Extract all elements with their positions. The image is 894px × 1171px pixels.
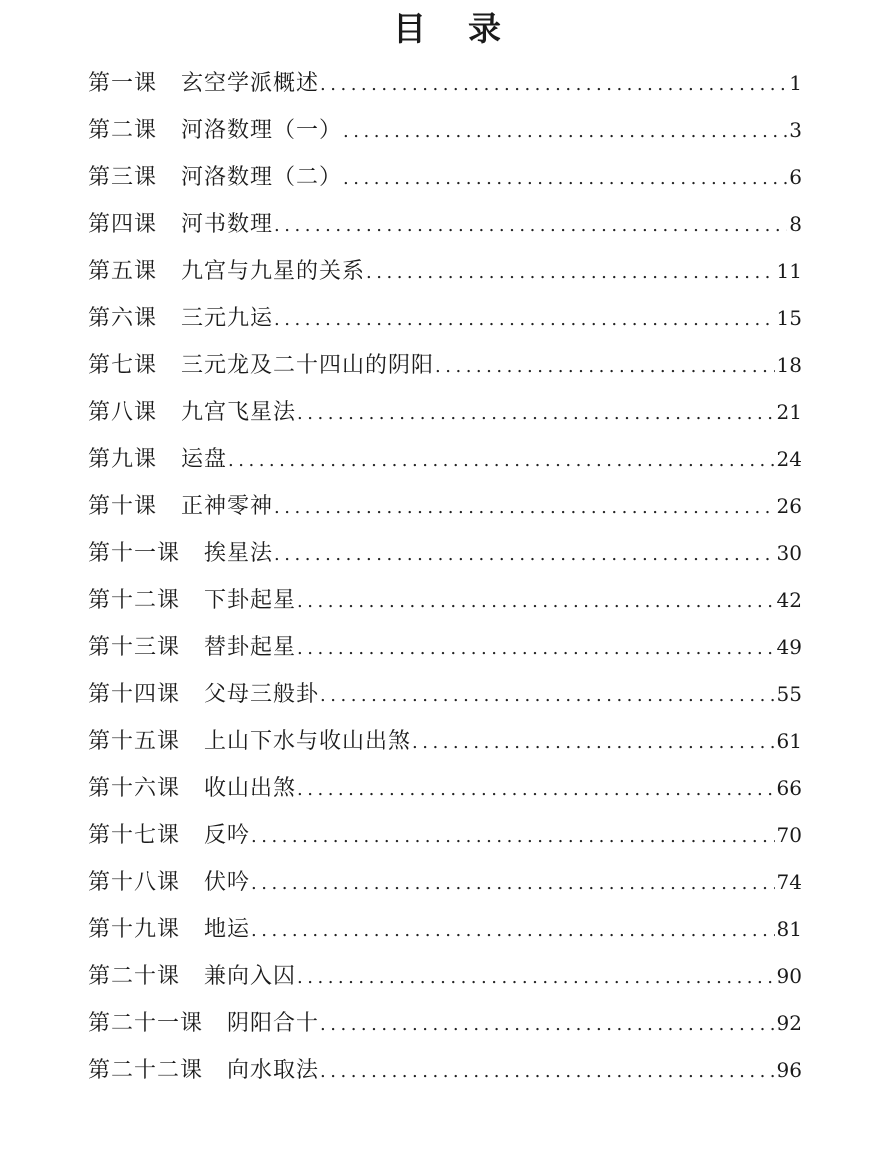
toc-entry[interactable]: [88, 906, 802, 953]
dot-leader: [228, 437, 775, 484]
dot-leader: [251, 860, 775, 907]
lesson-title: 伏吟: [204, 870, 251, 895]
lesson-title: 向水取法: [227, 1058, 320, 1083]
page-number: 61: [776, 729, 802, 753]
lesson-title: 上山下水与收山出煞: [204, 729, 412, 754]
dot-leader: [274, 531, 775, 578]
lesson-number: 第一课: [88, 71, 158, 96]
toc-entry[interactable]: [88, 107, 802, 154]
lesson-title: 运盘: [181, 447, 228, 472]
dot-leader: [343, 108, 787, 155]
page-number: 66: [776, 776, 802, 800]
toc-entry[interactable]: [88, 624, 802, 671]
lesson-number: 第九课: [88, 447, 158, 472]
dot-leader: [320, 672, 775, 719]
lesson-number: 第二课: [88, 118, 158, 143]
page-number: 42: [776, 588, 802, 612]
toc-entry[interactable]: [88, 483, 802, 530]
lesson-title: 正神零神: [181, 494, 274, 519]
title-char-2: 录: [468, 9, 501, 48]
dot-leader: [297, 954, 775, 1001]
toc-entry[interactable]: [88, 154, 802, 201]
toc-entry[interactable]: [88, 812, 802, 859]
page-number: 49: [776, 635, 802, 659]
page-number: 92: [776, 1011, 802, 1035]
lesson-number: 第十七课: [88, 823, 181, 848]
lesson-number: 第七课: [88, 353, 158, 378]
page-number: 55: [776, 682, 802, 706]
toc-entry[interactable]: [88, 859, 802, 906]
lesson-title: 河书数理: [181, 212, 274, 237]
toc-entry[interactable]: [88, 765, 802, 812]
toc-entry[interactable]: [88, 1000, 802, 1047]
table-of-contents: [88, 60, 802, 1094]
page-number: 8: [789, 212, 802, 236]
dot-leader: [412, 719, 775, 766]
dot-leader: [320, 61, 787, 108]
page-number: 81: [776, 917, 802, 941]
page-number: 6: [789, 165, 802, 189]
page-number: 90: [776, 964, 802, 988]
dot-leader: [297, 390, 775, 437]
page-number: 74: [776, 870, 802, 894]
page-number: 18: [776, 353, 802, 377]
dot-leader: [297, 578, 775, 625]
toc-entry[interactable]: [88, 671, 802, 718]
page-number: 21: [776, 400, 802, 424]
page-number: 11: [776, 259, 802, 283]
toc-entry[interactable]: [88, 248, 802, 295]
page-number: 26: [776, 494, 802, 518]
toc-entry[interactable]: [88, 342, 802, 389]
toc-entry[interactable]: [88, 436, 802, 483]
page-title: [0, 8, 894, 50]
dot-leader: [320, 1001, 775, 1048]
lesson-number: 第八课: [88, 400, 158, 425]
lesson-number: 第十一课: [88, 541, 181, 566]
lesson-number: 第五课: [88, 259, 158, 284]
lesson-number: 第十五课: [88, 729, 181, 754]
lesson-title: 三元龙及二十四山的阴阳: [181, 353, 435, 378]
dot-leader: [251, 813, 775, 860]
dot-leader: [251, 907, 775, 954]
dot-leader: [435, 343, 775, 390]
lesson-title: 玄空学派概述: [181, 71, 320, 96]
lesson-title: 兼向入囚: [204, 964, 297, 989]
lesson-title: 下卦起星: [204, 588, 297, 613]
dot-leader: [297, 625, 775, 672]
page-number: 15: [776, 306, 802, 330]
lesson-number: 第四课: [88, 212, 158, 237]
page-number: 70: [776, 823, 802, 847]
lesson-number: 第二十一课: [88, 1011, 204, 1036]
lesson-title: 阴阳合十: [227, 1011, 320, 1036]
page-number: 30: [776, 541, 802, 565]
toc-entry[interactable]: [88, 953, 802, 1000]
lesson-number: 第六课: [88, 306, 158, 331]
page-number: 1: [789, 71, 802, 95]
dot-leader: [274, 296, 775, 343]
toc-entry[interactable]: [88, 577, 802, 624]
lesson-title: 收山出煞: [204, 776, 297, 801]
toc-entry[interactable]: [88, 718, 802, 765]
toc-entry[interactable]: [88, 1047, 802, 1094]
title-char-1: 目: [393, 9, 426, 48]
lesson-title: 三元九运: [181, 306, 274, 331]
lesson-number: 第三课: [88, 165, 158, 190]
toc-entry[interactable]: [88, 201, 802, 248]
lesson-number: 第十九课: [88, 917, 181, 942]
dot-leader: [274, 484, 775, 531]
lesson-number: 第十二课: [88, 588, 181, 613]
page-number: 24: [776, 447, 802, 471]
lesson-title: 反吟: [204, 823, 251, 848]
lesson-title: 父母三般卦: [204, 682, 320, 707]
page-number: 96: [776, 1058, 802, 1082]
lesson-title: 替卦起星: [204, 635, 297, 660]
lesson-number: 第二十二课: [88, 1058, 204, 1083]
toc-entry[interactable]: [88, 530, 802, 577]
dot-leader: [343, 155, 787, 202]
toc-entry[interactable]: [88, 295, 802, 342]
lesson-title: 九宫飞星法: [181, 400, 297, 425]
dot-leader: [366, 249, 775, 296]
toc-entry[interactable]: [88, 389, 802, 436]
lesson-title: 九宫与九星的关系: [181, 259, 366, 284]
dot-leader: [320, 1048, 775, 1095]
dot-leader: [297, 766, 775, 813]
toc-entry[interactable]: [88, 60, 802, 107]
lesson-title: 挨星法: [204, 541, 274, 566]
lesson-title: 河洛数理（二）: [181, 165, 343, 190]
lesson-title: 河洛数理（一）: [181, 118, 343, 143]
lesson-number: 第十课: [88, 494, 158, 519]
lesson-number: 第二十课: [88, 964, 181, 989]
page-number: 3: [789, 118, 802, 142]
lesson-number: 第十六课: [88, 776, 181, 801]
lesson-number: 第十四课: [88, 682, 181, 707]
lesson-number: 第十三课: [88, 635, 181, 660]
dot-leader: [274, 202, 787, 249]
lesson-title: 地运: [204, 917, 251, 942]
lesson-number: 第十八课: [88, 870, 181, 895]
